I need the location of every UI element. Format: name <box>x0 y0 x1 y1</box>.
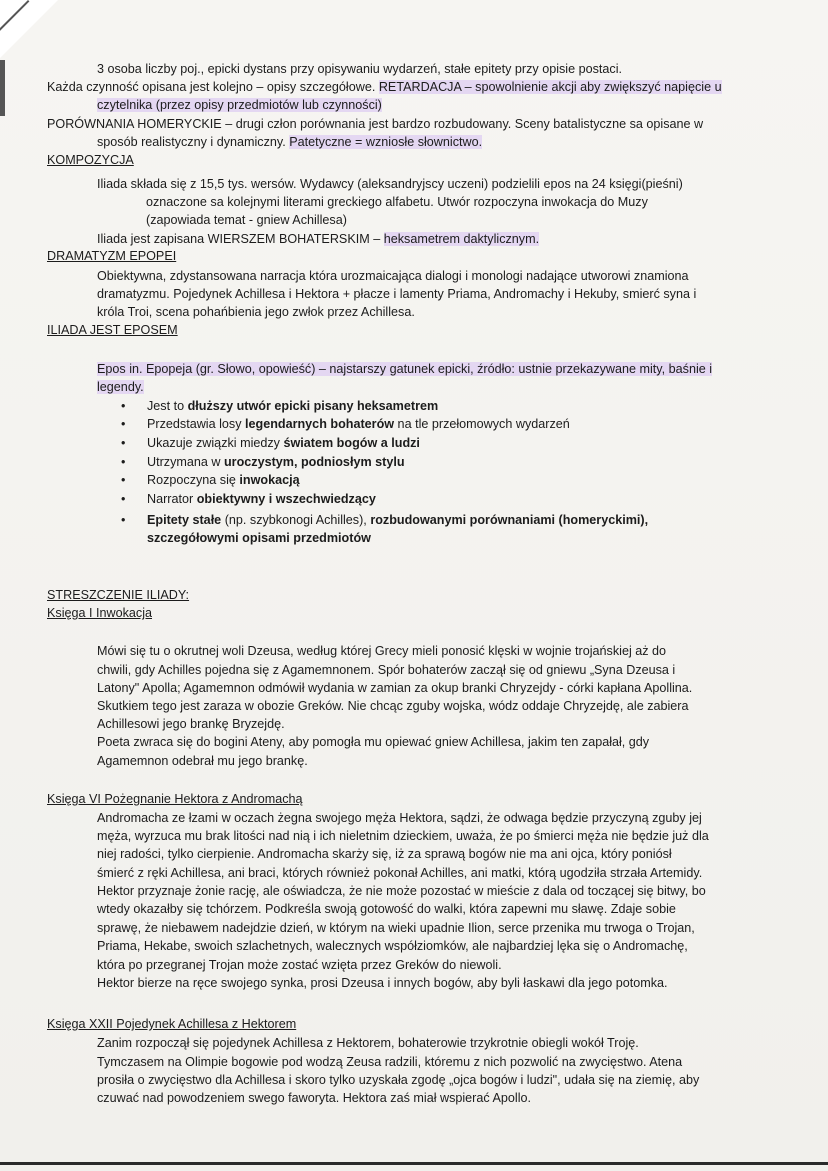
ksiega-22-line: prosiła o zwycięstwo dla Achillesa i skoro tylko uzyskała zgodę „ojca bogów i ludzi", udała się na ziemię, aby <box>97 1073 700 1087</box>
kompozycja-line-1: Iliada składa się z 15,5 tys. wersów. Wydawcy (aleksandryjscy uczeni) podzielili epos na 24 księgi(pieśni) <box>97 177 683 191</box>
patetyczne-highlight: Patetyczne = wzniosłe słownictwo. <box>289 135 483 149</box>
intro-line-2a: Każda czynność opisana jest kolejno – opisy szczegółowe. <box>47 80 376 94</box>
page-bottom-edge <box>0 1162 828 1165</box>
dramatyzm-line-3: króla Troi, scena pohańbienia jego zwłok przez Achillesa. <box>97 305 415 319</box>
ksiega-6-line: wtedy okazałby się tchórzem. Podkreśla swoją gotowość do walki, która zapewni mu sławę. Zdaje sobie <box>97 902 676 916</box>
kompozycja-heading: KOMPOZYCJA <box>47 153 134 167</box>
folded-corner <box>0 0 58 58</box>
dramatyzm-line-1: Obiektywna, zdystansowana narracja która urozmaicająca dialogi i monologi nadające utworowi znamiona <box>97 269 689 283</box>
retardacja-highlight: RETARDACJA – spowolnienie akcji aby zwiększyć napięcie u <box>378 80 722 94</box>
ksiega-1-line: chwili, gdy Achilles pojedna się z Agamemnonem. Spór bohaterów zaczął się od gniewu „Syna Dzeusa i <box>97 663 676 677</box>
kompozycja-line-3: (zapowiada temat - gniew Achillesa) <box>146 213 347 227</box>
kompozycja-line-4 <box>97 231 539 248</box>
epos-heading: ILIADA JEST EPOSEM <box>47 323 178 337</box>
ksiega-6-heading: Księga VI Pożegnanie Hektora z Andromachą <box>47 792 303 806</box>
streszczenie-heading: STRESZCZENIE ILIADY: <box>47 588 190 602</box>
ksiega-6-line: śmierć z ręki Achillesa, ani braci, których również pokonał Achilles, ani matki, którą ugodziła strzała Artemidy. <box>97 866 703 880</box>
intro-line-5 <box>97 134 482 151</box>
ksiega-1-heading: Księga I Inwokacja <box>47 606 153 620</box>
intro-line-4: PORÓWNANIA HOMERYCKIE – drugi człon porównania jest bardzo rozbudowany. Sceny batalistyczne sa opisane w <box>47 117 704 131</box>
ksiega-6-line: męża, wyrzuca mu brak litości nad nią i ich nieletnim dzieckiem, uważa, że po śmierci męża nie będzie już dla <box>97 829 709 843</box>
dramatyzm-line-2: dramatyzmu. Pojedynek Achillesa i Hektora + płacze i lamenty Priama, Andromachy i Hekuby, smierć syna i <box>97 287 697 301</box>
kompozycja-line-4a: Iliada jest zapisana WIERSZEM BOHATERSKIM – <box>97 232 381 246</box>
epos-line-2 <box>97 379 144 396</box>
epos-line-1-text: Epos in. Epopeja (gr. Słowo, opowieść) – najstarszy gatunek epicki, źródło: ustnie przekazywane mity, baśnie i <box>97 362 713 376</box>
ksiega-1-line: Skutkiem tego jest zaraza w obozie Greków. Nie chcąc zguby wojska, wódz oddaje Chryzejdę, ale zabiera <box>97 699 689 713</box>
scan-edge-mark <box>0 60 5 116</box>
epos-line-2-text: legendy. <box>97 380 144 394</box>
ksiega-1-line: Achillesowi jego brankę Bryzejdę. <box>97 717 285 731</box>
ksiega-6-line: która po przegranej Trojan może zostać wzięta przez Greków do niewoli. <box>97 958 502 972</box>
ksiega-1-line: Mówi się tu o okrutnej woli Dzeusa, według której Grecy mieli ponosić klęski w wojnie trojańskiej aż do <box>97 644 667 658</box>
ksiega-22-heading: Księga XXII Pojedynek Achillesa z Hektorem <box>47 1017 297 1031</box>
intro-line-1: 3 osoba liczby poj., epicki dystans przy opisywaniu wydarzeń, stałe epitety przy opisie postaci. <box>97 62 622 76</box>
ksiega-1-line: Agamemnon odebrał mu jego brankę. <box>97 754 308 768</box>
epos-bullet-last: • Epitety stałe (np. szybkonogi Achilles), rozbudowanymi porównaniami (homeryckimi), <box>121 513 649 527</box>
kompozycja-line-2: oznaczone sa kolejnymi literami greckiego alfabetu. Utwór rozpoczyna inwokacja do Muzy <box>146 195 648 209</box>
ksiega-22-line: Tymczasem na Olimpie bogowie pod wodzą Zeusa radzili, któremu z nich pozwolić na zwycięstwo. Atena <box>97 1055 683 1069</box>
ksiega-6-line: sprawę, że niebawem nadejdzie dzień, w którym na wieki upadnie Ilion, serce przenika mu trwoga o Trojan, <box>97 921 695 935</box>
epos-bullet: • Narrator obiektywny i wszechwiedzący <box>121 492 376 506</box>
dramatyzm-heading: DRAMATYZM EPOPEI <box>47 249 177 263</box>
epos-bullet: • Utrzymana w uroczystym, podniosłym stylu <box>121 455 405 469</box>
epos-bullet: • Przedstawia losy legendarnych bohaterów na tle przełomowych wydarzeń <box>121 417 570 431</box>
ksiega-1-line: Poeta zwraca się do bogini Ateny, aby pomogła mu opiewać gniew Achillesa, jakim ten zapałał, gdy <box>97 735 650 749</box>
epos-bullet-last-cont: szczegółowymi opisami przedmiotów <box>147 531 371 545</box>
intro-line-5a: sposób realistyczny i dynamiczny. <box>97 135 286 149</box>
ksiega-22-line: czuwać nad powodzeniem swego faworyta. Hektora zaś miał wspierać Apollo. <box>97 1091 531 1105</box>
epos-bullet: • Jest to dłuższy utwór epicki pisany heksametrem <box>121 399 439 413</box>
epos-bullet: • Rozpoczyna się inwokacją <box>121 473 300 487</box>
heksametr-highlight: heksametrem daktylicznym. <box>383 232 540 246</box>
ksiega-6-line: Priama, Hekabe, swoich szlachetnych, walecznych współziomków, ale najbardziej lęka się o Andromachę, <box>97 939 688 953</box>
epos-line-1 <box>97 361 712 378</box>
intro-line-3 <box>97 97 382 114</box>
ksiega-6-line: Andromacha ze łzami w oczach żegna swojego męża Hektora, sądzi, że odwaga będzie przyczyną zguby jej <box>97 811 702 825</box>
ksiega-6-line: niej radości, tylko cierpienie. Andromacha skarży się, iż za sprawą bogów nie ma ani ojca, który poniósł <box>97 847 672 861</box>
ksiega-22-line: Zanim rozpoczął się pojedynek Achillesa z Hektorem, bohaterowie trzykrotnie obiegli wokół Troję. <box>97 1036 639 1050</box>
epos-bullet: • Ukazuje związki miedzy światem bogów a ludzi <box>121 436 420 450</box>
ksiega-1-line: Latony" Apolla; Agamemnon odmówił wydania w zamian za okup branki Chryzejdy - córki kapłana Apollina. <box>97 681 693 695</box>
ksiega-6-line: Hektor bierze na ręce swojego synka, prosi Dzeusa i innych bogów, aby byli łaskawi dla jego potomka. <box>97 976 668 990</box>
intro-line-2 <box>47 79 722 96</box>
ksiega-6-line: Hektor przyznaje żonie rację, ale oświadcza, że nie może pozostać w mieście z dala od toczącej się bitwy, bo <box>97 884 706 898</box>
intro-line-3-text: czytelnika (przez opisy przedmiotów lub czynności) <box>97 98 382 112</box>
